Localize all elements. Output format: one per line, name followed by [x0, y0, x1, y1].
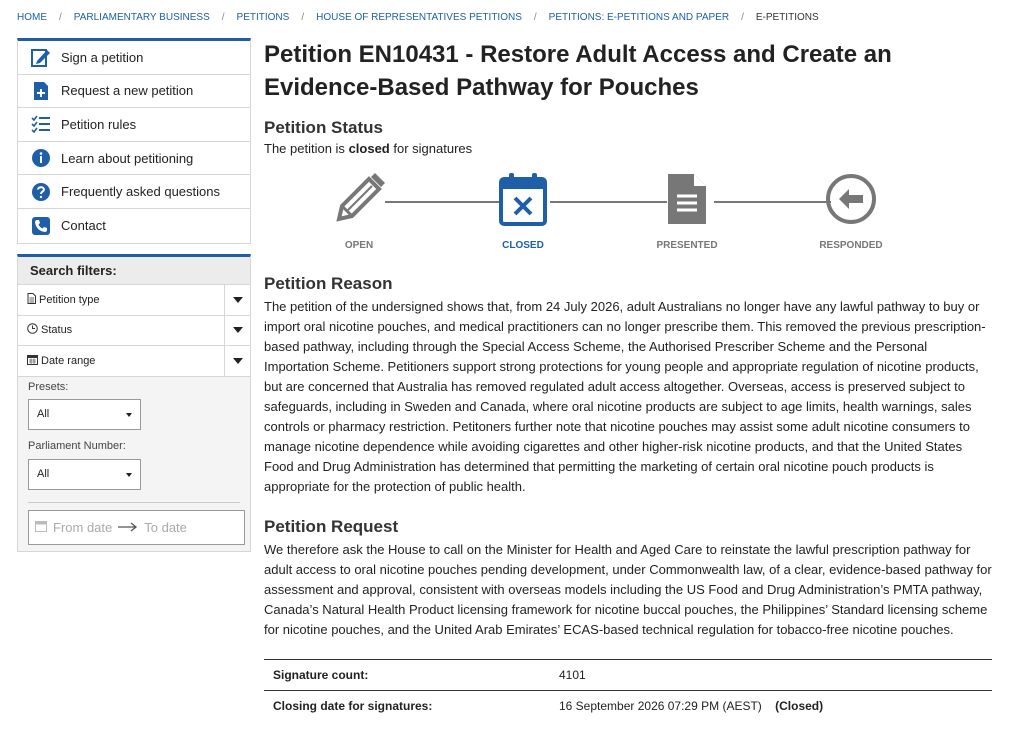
breadcrumb-current: E-PETITIONS: [755, 11, 819, 23]
breadcrumb-separator: /: [221, 11, 225, 23]
step-label: OPEN: [344, 240, 374, 251]
filter-date-range[interactable]: [18, 346, 250, 377]
checklist-icon: [30, 113, 52, 135]
step-closed: [468, 171, 578, 251]
pencil-icon: [327, 171, 391, 227]
sidebar-item-sign-petition[interactable]: [18, 41, 250, 75]
caret-down-icon: [126, 468, 132, 480]
chevron-down-icon[interactable]: [224, 346, 250, 376]
sidebar-item-label: Request a new petition: [61, 83, 194, 99]
signature-count-value: 4101: [550, 660, 992, 691]
caret-down-icon: [126, 408, 132, 420]
petition-request-heading: Petition Request: [264, 517, 399, 536]
document-icon: [27, 293, 36, 307]
document-icon: [655, 171, 719, 227]
to-date-placeholder[interactable]: To date: [144, 519, 187, 535]
petition-reason-heading: Petition Reason: [264, 274, 393, 293]
filter-label: Date range: [41, 354, 96, 367]
arrow-left-circle-icon: [819, 171, 883, 227]
status-suffix: for signatures: [393, 141, 473, 156]
sidebar-item-contact[interactable]: [18, 209, 250, 243]
pen-sign-icon: [30, 46, 52, 68]
filter-label-wrap: [18, 293, 224, 307]
chevron-down-icon[interactable]: [224, 316, 250, 346]
table-row: [264, 691, 992, 722]
breadcrumb: [17, 10, 819, 24]
phone-icon: [30, 215, 52, 237]
step-responded: [796, 171, 906, 251]
sidebar-nav: [17, 38, 251, 244]
petition-reason-text: The petition of the undersigned shows that, from 24 July 2026, adult Australians no longer have any lawful pathway to buy or import oral nicotine pouches, and medical practitioners can no longer prescribe them. This removed the previous prescription-based pathway, including through the Special Access Scheme, the Authorised Prescriber Scheme and the Personal Importation Scheme. Petitioners support strong protections for young people and appropriate regulation of nicotine products, but are concerned that Australia has removed regulated adult access altogether. Overseas, access is preserved subject to safeguards, including in Sweden and Canada, where oral nicotine products are subject to age limits, health warnings, sales controls or pharmacy restriction. Petitoners further note that nicotine pouches may assist some adult nicotine consumers to manage nicotine dependence while avoiding cigarettes and other higher-risk nicotine products, and that the United States Food and Drug Administration has determined that permitting the marketing of certain oral nicotine pouch products is appropriate for the protection of public health.: [264, 299, 986, 494]
presets-value: All: [37, 408, 50, 420]
clock-icon: [27, 323, 38, 337]
status-word: closed: [348, 141, 390, 156]
sidebar-item-label: Frequently asked questions: [61, 184, 220, 200]
filter-label-wrap: [18, 323, 224, 337]
closing-date-label: Closing date for signatures:: [264, 691, 550, 722]
step-label: CLOSED: [502, 240, 544, 251]
add-document-icon: [30, 80, 52, 102]
status-prefix: The petition is: [264, 141, 345, 156]
breadcrumb-separator: /: [301, 11, 305, 23]
sidebar-item-faq[interactable]: [18, 175, 250, 209]
status-progress: [264, 171, 994, 265]
page-title: Petition EN10431 - Restore Adult Access and Create an Evidence-Based Pathway for Pouches: [264, 41, 892, 101]
question-icon: [30, 181, 52, 203]
filter-petition-type[interactable]: [18, 285, 250, 316]
breadcrumb-house-petitions[interactable]: HOUSE OF REPRESENTATIVES PETITIONS: [316, 11, 522, 23]
filter-label-wrap: [18, 354, 224, 368]
calendar-icon: [27, 354, 38, 368]
sidebar-item-learn[interactable]: [18, 142, 250, 176]
step-label: PRESENTED: [656, 240, 718, 251]
breadcrumb-separator: /: [59, 11, 62, 23]
date-range-input[interactable]: [28, 510, 245, 545]
main-content: [264, 38, 994, 722]
from-date-placeholder[interactable]: From date: [53, 519, 113, 535]
search-filters-title: Search filters:: [18, 257, 250, 285]
sidebar-item-label: Sign a petition: [61, 49, 144, 65]
step-open: [304, 171, 414, 251]
calendar-icon: [35, 520, 47, 535]
presets-select[interactable]: [28, 399, 141, 430]
closing-status-note: (Closed): [775, 699, 824, 714]
calendar-closed-icon: [491, 171, 555, 227]
filter-status[interactable]: [18, 316, 250, 347]
chevron-down-icon[interactable]: [224, 285, 250, 315]
filter-label: Petition type: [39, 293, 100, 306]
info-icon: [30, 147, 52, 169]
sidebar-item-petition-rules[interactable]: [18, 108, 250, 142]
petition-status-text: [264, 141, 994, 156]
signature-count-label: Signature count:: [264, 660, 550, 691]
petition-request-text: We therefore ask the House to call on the Minister for Health and Aged Care to reinstate the lawful prescription pathway for adult access to oral nicotine pouches pending development, under Commonwealth law, of a clear, evidence-based pathway for assessment and approval, consistent with overseas models including the US Food and Drug Administration’s PMTA pathway, Canada’s Natural Health Product licensing framework for nicotine buccal pouches, the Philippines’ Standard licensing scheme for nicotine pouches, and the United Arab Emirates’ ECAS-based technical regulation for tobacco-free nicotine pouches.: [264, 542, 992, 637]
breadcrumb-e-petitions-and-paper[interactable]: PETITIONS: E-PETITIONS AND PAPER: [548, 11, 730, 23]
closing-date-value: 16 September 2026 07:29 PM (AEST): [559, 699, 762, 714]
breadcrumb-separator: /: [533, 11, 537, 23]
petition-status-heading: Petition Status: [264, 118, 384, 137]
step-label: RESPONDED: [819, 240, 883, 251]
sidebar-item-label: Petition rules: [61, 116, 137, 132]
sidebar-item-request-petition[interactable]: [18, 75, 250, 109]
breadcrumb-petitions[interactable]: PETITIONS: [236, 11, 290, 23]
table-row: [264, 660, 992, 691]
search-filters-panel: [17, 254, 251, 552]
parliament-number-value: All: [37, 468, 50, 480]
breadcrumb-parliamentary-business[interactable]: PARLIAMENTARY BUSINESS: [73, 11, 210, 23]
petition-details-table: [264, 659, 992, 722]
breadcrumb-separator: /: [741, 11, 744, 23]
closing-date-cell: [550, 691, 992, 722]
sidebar-item-label: Contact: [61, 218, 106, 234]
presets-label: Presets:: [28, 380, 69, 393]
parliament-number-select[interactable]: [28, 459, 141, 490]
filter-label: Status: [41, 324, 73, 337]
arrow-right-icon: [118, 520, 138, 535]
step-presented: [632, 171, 742, 251]
sidebar-item-label: Learn about petitioning: [61, 150, 194, 166]
breadcrumb-home[interactable]: HOME: [17, 11, 47, 23]
parliament-number-label: Parliament Number:: [28, 439, 126, 452]
